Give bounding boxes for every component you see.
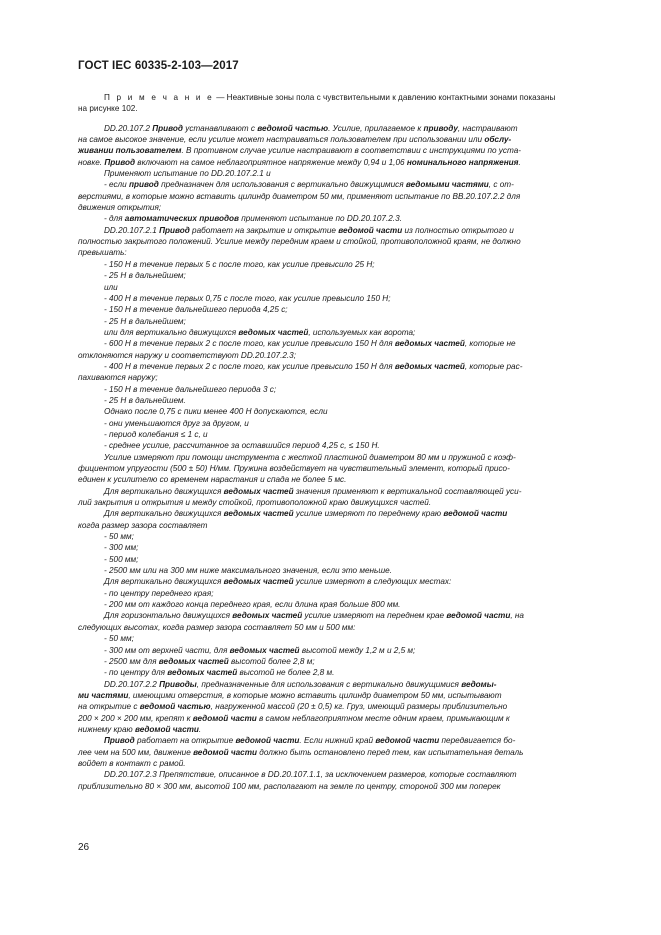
para-line: нижнему краю ведомой части.	[78, 724, 202, 734]
list-item: - 600 Н в течение первых 2 с после того, как усилие превысило 150 Н для ведомых частей, которые не	[104, 339, 516, 349]
list-item: - 400 Н в течение первых 2 с после того, как усилие превысило 150 Н для ведомых частей, которые рас-	[104, 361, 523, 371]
para-line: лее чем на 500 мм, движение ведомой части должно быть остановлено перед тем, как испытательная деталь	[78, 747, 524, 757]
para-vertical-2: Для вертикально движущихся ведомых частей усилие измеряют по переднему краю ведомой части	[104, 509, 508, 519]
standard-header: ГОСТ IEC 60335-2-103—2017	[78, 60, 239, 72]
para-line: на открытие с ведомой частью, нагруженной массой (20 ± 0,5) кг. Груз, имеющий размеры приблизительно	[78, 702, 508, 712]
list-item: - 150 Н в течение дальнейшего периода 3 с;	[104, 384, 277, 394]
para-line: превышать:	[78, 248, 127, 258]
or-gates: или для вертикально движущихся ведомых частей, используемых как ворота;	[104, 327, 416, 337]
para-vertical-1: Для вертикально движущихся ведомых частей значения применяют к вертикальной составляющей уси-	[104, 486, 522, 496]
list-item: - 2500 мм или на 300 мм ниже максимального значения, если это меньше.	[104, 566, 392, 576]
para-line: войдет в контакт с рамой.	[78, 758, 186, 768]
para-line: живании пользователем. В противном случае усилие настраивают в соответствии с инструкциями по уста-	[78, 146, 521, 156]
para-dd-20-107-2-1: DD.20.107.2.1 Привод работает на закрытие и открытие ведомой части из полностью открытого и	[104, 225, 514, 235]
note-line-2: на рисунке 102.	[78, 104, 138, 114]
para-vertical-3: Для вертикально движущихся ведомых частей усилие измеряют в следующих местах:	[104, 577, 452, 587]
para-automatic-drives: - для автоматических приводов применяют испытание по DD.20.107.2.3.	[104, 214, 402, 224]
list-item: - 300 мм от верхней части, для ведомых частей высотой между 1,2 м и 2,5 м;	[104, 645, 416, 655]
para-line: фициентом упругости (500 ± 50) Н/мм. Пружина воздействует на чувствительный элемент, который присо-	[78, 464, 510, 473]
para-line: на самое высокое значение, если усилие может настраиваться пользователем при использовании или обслу-	[78, 135, 512, 145]
para-line: лий закрытия и открытия и между стойкой, противоположной краю движущихся частей.	[78, 498, 432, 508]
list-item: - 150 Н в течение дальнейшего периода 4,25 с;	[104, 305, 288, 315]
para-line: полностью закрытого положений. Усилие между передним краем и стойкой, противоположной краям, не должно	[78, 237, 521, 247]
list-item: - 25 Н в дальнейшем;	[104, 271, 186, 281]
list-item: - 50 мм;	[104, 532, 134, 542]
para-line: верстиями, в которые можно вставить цилиндр диаметром 50 мм, применяют испытание по BB.20.107.2.2 для	[78, 191, 521, 201]
para-line: единен к усилителю со временем нарастания и спада не более 5 мс.	[78, 475, 347, 485]
para-dd-20-107-2-3: DD.20.107.2.3 Препятствие, описанное в DD.20.107.1.1, за исключением размеров, которые составляют	[104, 770, 517, 780]
list-item: - 400 Н в течение первых 0,75 с после того, как усилие превысило 150 Н;	[104, 293, 391, 303]
para-however: Однако после 0,75 с пики менее 400 Н допускаются, если	[104, 407, 328, 417]
list-item: - по центру переднего края;	[104, 588, 214, 598]
list-item: - 25 Н в дальнейшем.	[104, 395, 186, 405]
para-line: новке. Привод включают на самое неблагоприятное напряжение между 0,94 и 1,06 номинального напряжения.	[78, 157, 521, 167]
list-item: - 200 мм от каждого конца переднего края, если длина края больше 800 мм.	[104, 600, 401, 610]
list-item: - по центру для ведомых частей высотой не более 2,8 м.	[104, 668, 335, 678]
para-line: когда размер зазора составляет	[78, 520, 208, 530]
page-number: 26	[78, 842, 90, 853]
list-item: - 300 мм;	[104, 543, 139, 553]
para-line: следующих высотах, когда размер зазора составляет 50 мм и 500 мм:	[78, 622, 356, 632]
para-horizontal: Для горизонтально движущихся ведомых частей усилие измеряют на переднем крае ведомой части, на	[104, 611, 524, 621]
para-if-drive: - если привод предназначен для использования с вертикально движущимися ведомыми частями, с от-	[104, 180, 514, 190]
para-dd-20-107-2: DD.20.107.2 Привод устанавливают с ведомой частью. Усилие, прилагаемое к приводу, настраивают	[104, 123, 518, 133]
body-text	[78, 92, 614, 792]
list-item: - они уменьшаются друг за другом, и	[104, 418, 249, 428]
para-apply-test: Применяют испытание по DD.20.107.2.1 и	[104, 169, 271, 179]
list-item: - 500 мм;	[104, 554, 139, 564]
para-line: ми частями, имеющими отверстия, в которые можно вставить цилиндр диаметром 50 мм, испытывают	[78, 690, 502, 700]
para-line: отклоняются наружу и соответствуют DD.20.107.2.3;	[78, 350, 297, 360]
list-item: - период колебания ≤ 1 с, и	[104, 429, 208, 439]
list-item: - 150 Н в течение первых 5 с после того, как усилие превысило 25 Н;	[104, 259, 375, 269]
or-separator: или	[104, 282, 118, 292]
list-item: - 2500 мм для ведомых частей высотой более 2,8 м;	[104, 656, 315, 666]
para-line: пахиваются наружу;	[78, 373, 158, 383]
list-item: - 25 Н в дальнейшем;	[104, 316, 186, 326]
para-drive-opening: Привод работает на открытие ведомой части. Если нижний край ведомой части передвигается бо-	[104, 736, 516, 746]
para-line: приблизительно 80 × 300 мм, высотой 100 мм, располагают на земле по центру, стороной 300 мм поперек	[78, 781, 501, 791]
list-item: - 50 мм;	[104, 634, 134, 644]
para-measure: Усилие измеряют при помощи инструмента с жесткой пластиной диаметром 80 мм и пружиной с коэф-	[104, 452, 516, 462]
list-item: - среднее усилие, рассчитанное за оставшийся период 4,25 с, ≤ 150 Н.	[104, 441, 380, 451]
para-line: 200 × 200 × 200 мм, крепят к ведомой части в самом неблагоприятном месте одним краем, примыкающим к	[78, 713, 510, 723]
note: П р и м е ч а н и е — Неактивные зоны пола с чувствительными к давлению контактными зонами показаны	[104, 93, 556, 102]
para-dd-20-107-2-2: DD.20.107.2.2 Приводы, предназначенные для использования с вертикально движущимися ведомы-	[104, 679, 497, 689]
para-line: движения открытия;	[78, 203, 162, 213]
